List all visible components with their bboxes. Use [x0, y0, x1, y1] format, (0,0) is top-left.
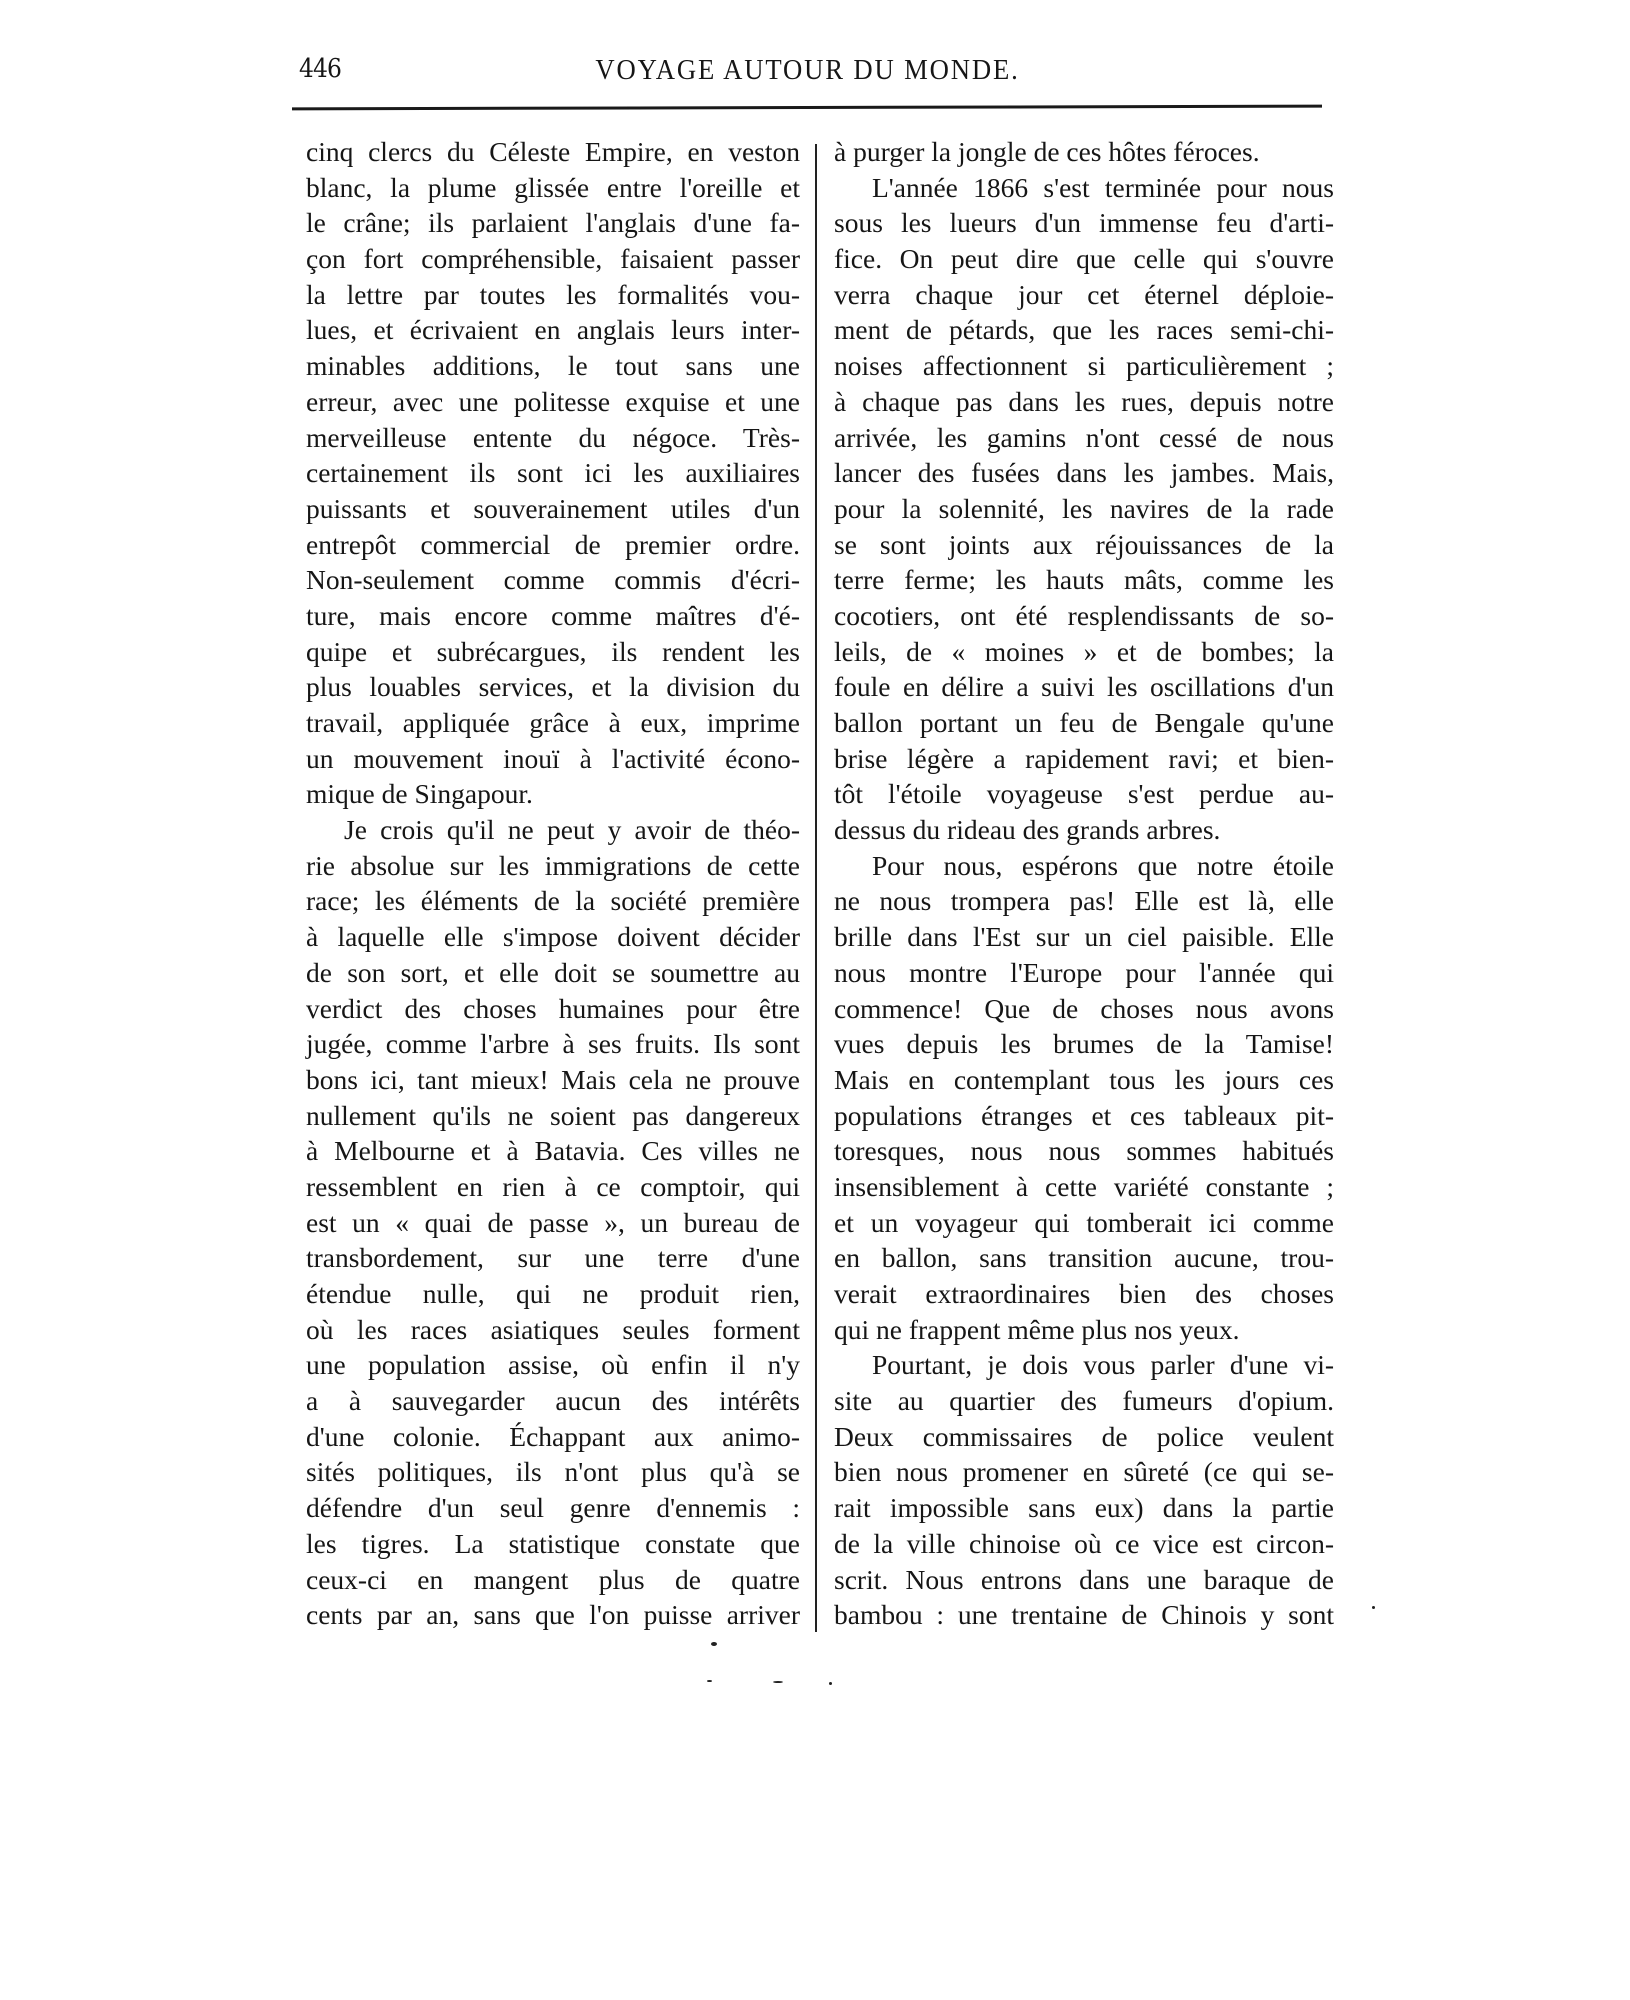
right-column-text-line: insensiblement à cette variété constante ;	[834, 1170, 1334, 1202]
right-column-text-line: à chaque pas dans les rues, depuis notre	[834, 385, 1334, 417]
header-rule	[292, 105, 1322, 111]
right-column-text-line: populations étranges et ces tableaux pit-	[834, 1099, 1334, 1131]
left-column-text-line: Non-seulement comme commis d'écri-	[306, 564, 800, 596]
right-column-text-line: site au quartier des fumeurs d'opium.	[834, 1385, 1334, 1417]
print-speck	[1372, 1606, 1375, 1609]
left-column-text-line: défendre d'un seul genre d'ennemis :	[306, 1492, 800, 1524]
right-column-text-line: rait impossible sans eux) dans la partie	[834, 1492, 1334, 1524]
right-column-text-line: Pourtant, je dois vous parler d'une vi-	[872, 1349, 1334, 1381]
left-column-text-line: une population assise, où enfin il n'y	[306, 1349, 800, 1381]
left-column-text-line: bons ici, tant mieux! Mais cela ne prouve	[306, 1063, 800, 1095]
left-column-text-line: sités politiques, ils n'ont plus qu'à se	[306, 1456, 800, 1488]
left-column-text-line: à Melbourne et à Batavia. Ces villes ne	[306, 1135, 800, 1167]
left-column-text-line: merveilleuse entente du négoce. Très-	[306, 421, 800, 453]
right-column-text-line: verait extraordinaires bien des choses	[834, 1278, 1334, 1309]
left-column-text-line: erreur, avec une politesse exquise et une	[306, 385, 800, 417]
left-column-text-line: le crâne; ils parlaient l'anglais d'une fa-	[306, 207, 800, 239]
right-column-text-line: de la ville chinoise où ce vice est circon-	[834, 1527, 1334, 1559]
right-column	[834, 134, 1334, 1633]
print-speck	[773, 1681, 783, 1683]
left-column-text-line: cinq clercs du Céleste Empire, en veston	[306, 136, 800, 167]
running-head	[290, 54, 1325, 94]
left-column-text-line: mique de Singapour.	[306, 778, 533, 810]
left-column-text-line: jugée, comme l'arbre à ses fruits. Ils sont	[306, 1028, 800, 1060]
right-column-text-line: nous montre l'Europe pour l'année qui	[834, 956, 1334, 988]
right-column-text-line: tôt l'étoile voyageuse s'est perdue au-	[834, 778, 1334, 810]
right-column-text-line: brille dans l'Est sur un ciel paisible. Elle	[834, 921, 1334, 953]
left-column-text-line: cents par an, sans que l'on puisse arriver	[306, 1599, 800, 1631]
column-divider	[815, 144, 817, 1632]
right-column-text-line: Deux commissaires de police veulent	[834, 1420, 1334, 1452]
left-column-text-line: puissants et souverainement utiles d'un	[306, 492, 800, 524]
right-column-text-line: ne nous trompera pas! Elle est là, elle	[834, 885, 1334, 917]
left-column-text-line: blanc, la plume glissée entre l'oreille et	[306, 171, 800, 203]
left-column-text-line: entrepôt commercial de premier ordre.	[306, 528, 800, 560]
left-column-text-line: à laquelle elle s'impose doivent décider	[306, 921, 800, 953]
right-column-text-line: L'année 1866 s'est terminée pour nous	[872, 171, 1334, 203]
right-column-text-line: arrivée, les gamins n'ont cessé de nous	[834, 421, 1334, 453]
left-column	[306, 134, 800, 1633]
left-column-text-line: travail, appliquée grâce à eux, imprime	[306, 707, 800, 738]
right-column-text-line: se sont joints aux réjouissances de la	[834, 528, 1334, 560]
right-column-text-line: qui ne frappent même plus nos yeux.	[834, 1313, 1240, 1345]
right-column-text-line: vues depuis les brumes de la Tamise!	[834, 1028, 1334, 1060]
left-column-text-line: les tigres. La statistique constate que	[306, 1527, 800, 1559]
left-column-text-line: verdict des choses humaines pour être	[306, 992, 800, 1024]
right-column-text-line: noises affectionnent si particulièrement ;	[834, 350, 1334, 382]
print-speck	[711, 1642, 717, 1646]
left-column-text-line: a à sauvegarder aucun des intérêts	[306, 1385, 800, 1417]
left-column-text-line: de son sort, et elle doit se soumettre au	[306, 956, 800, 988]
left-column-text-line: transbordement, sur une terre d'une	[306, 1242, 800, 1274]
right-column-text-line: brise légère a rapidement ravi; et bien-	[834, 742, 1334, 774]
print-speck	[829, 1682, 832, 1685]
right-column-text-line: scrit. Nous entrons dans une baraque de	[834, 1563, 1334, 1595]
left-column-text-line: nullement qu'ils ne soient pas dangereux	[306, 1099, 800, 1131]
right-column-text-line: bambou : une trentaine de Chinois y sont	[834, 1599, 1334, 1631]
right-column-text-line: fice. On peut dire que celle qui s'ouvre	[834, 243, 1334, 275]
right-column-text-line: toresques, nous nous sommes habitués	[834, 1135, 1334, 1167]
left-column-text-line: étendue nulle, qui ne produit rien,	[306, 1278, 800, 1309]
right-column-text-line: en ballon, sans transition aucune, trou-	[834, 1242, 1334, 1274]
right-column-text-line: pour la solennité, les navires de la rade	[834, 492, 1334, 524]
right-column-text-line: foule en délire a suivi les oscillations d'un	[834, 671, 1334, 703]
left-column-text-line: çon fort compréhensible, faisaient passer	[306, 243, 800, 275]
left-column-text-line: est un « quai de passe », un bureau de	[306, 1206, 800, 1238]
left-column-text-line: d'une colonie. Échappant aux animo-	[306, 1420, 800, 1452]
running-title: VOYAGE AUTOUR DU MONDE.	[595, 54, 1020, 86]
left-column-text-line: rie absolue sur les immigrations de cette	[306, 849, 800, 881]
right-column-text-line: à purger la jongle de ces hôtes féroces.	[834, 136, 1260, 167]
left-column-text-line: plus louables services, et la division du	[306, 671, 800, 703]
left-column-text-line: certainement ils sont ici les auxiliaires	[306, 457, 800, 489]
left-column-text-line: lues, et écrivaient en anglais leurs inter-	[306, 314, 800, 346]
right-column-text-line: Mais en contemplant tous les jours ces	[834, 1063, 1334, 1095]
left-column-text-line: ressemblent en rien à ce comptoir, qui	[306, 1170, 800, 1202]
left-column-text-line: la lettre par toutes les formalités vou-	[306, 278, 800, 310]
left-column-text-line: ture, mais encore comme maîtres d'é-	[306, 599, 800, 631]
right-column-text-line: cocotiers, ont été resplendissants de so-	[834, 599, 1334, 631]
print-speck	[707, 1680, 712, 1682]
left-column-text-line: race; les éléments de la société première	[306, 885, 800, 917]
right-column-text-line: lancer des fusées dans les jambes. Mais,	[834, 457, 1334, 489]
right-column-text-line: et un voyageur qui tomberait ici comme	[834, 1206, 1334, 1238]
right-column-text-line: verra chaque jour cet éternel déploie-	[834, 278, 1334, 310]
left-column-text-line: un mouvement inouï à l'activité écono-	[306, 742, 800, 774]
right-column-text-line: ment de pétards, que les races semi-chi-	[834, 314, 1334, 346]
right-column-text-line: bien nous promener en sûreté (ce qui se-	[834, 1456, 1334, 1488]
left-column-text-line: où les races asiatiques seules forment	[306, 1313, 800, 1345]
left-column-text-line: ceux-ci en mangent plus de quatre	[306, 1563, 800, 1595]
left-column-text-line: minables additions, le tout sans une	[306, 350, 800, 382]
right-column-text-line: Pour nous, espérons que notre étoile	[872, 849, 1334, 881]
right-column-text-line: commence! Que de choses nous avons	[834, 992, 1334, 1024]
page-number: 446	[299, 54, 341, 84]
right-column-text-line: terre ferme; les hauts mâts, comme les	[834, 564, 1334, 596]
right-column-text-line: ballon portant un feu de Bengale qu'une	[834, 707, 1334, 738]
right-column-text-line: leils, de « moines » et de bombes; la	[834, 635, 1334, 667]
left-column-text-line: Je crois qu'il ne peut y avoir de théo-	[344, 814, 800, 846]
left-column-text-line: quipe et subrécargues, ils rendent les	[306, 635, 800, 667]
right-column-text-line: sous les lueurs d'un immense feu d'arti-	[834, 207, 1334, 239]
right-column-text-line: dessus du rideau des grands arbres.	[834, 814, 1221, 846]
